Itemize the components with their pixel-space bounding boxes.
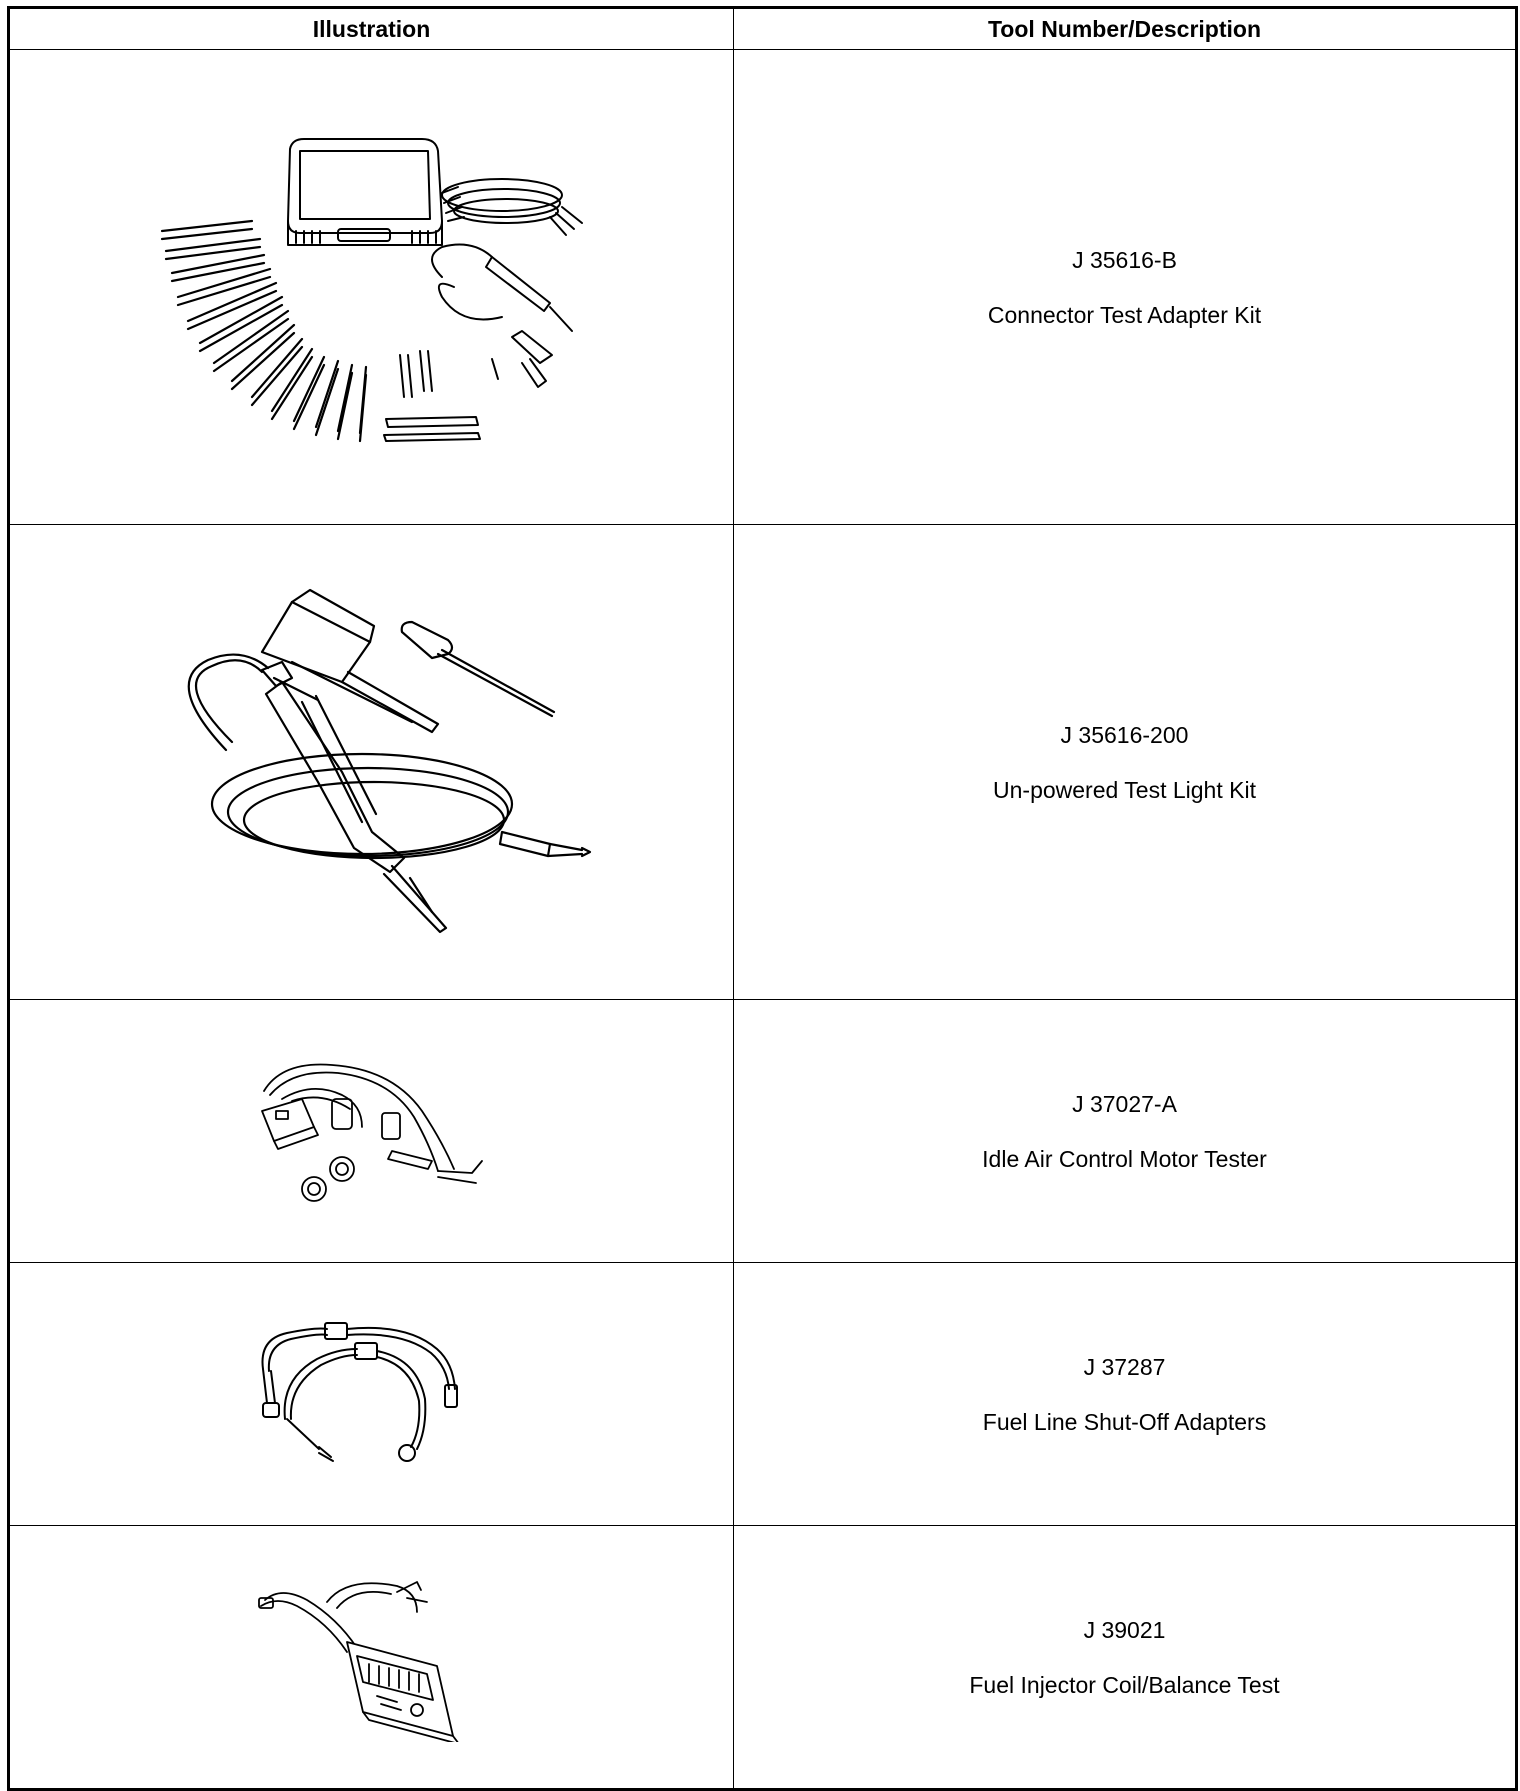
description-cell (734, 525, 1517, 1000)
tool-number: J 35616-B (1072, 246, 1177, 273)
table-header-row (9, 8, 1517, 50)
tool-number: J 37027-A (1072, 1090, 1177, 1117)
table-row (9, 50, 1517, 525)
illustration-cell (9, 1526, 734, 1790)
fuel-line-adapters-icon (257, 1319, 487, 1469)
tool-table (7, 6, 1518, 1791)
illustration-cell (9, 50, 734, 525)
tool-number: J 37287 (1083, 1353, 1166, 1380)
description-cell (734, 1526, 1517, 1790)
description-cell (734, 50, 1517, 525)
illustration-cell (9, 1263, 734, 1526)
table-row (9, 1000, 1517, 1263)
test-light-kit-icon (142, 582, 602, 942)
header-tool-number-description: Tool Number/Description (734, 8, 1517, 50)
connector-test-adapter-kit-icon (142, 127, 602, 447)
illustration-cell (9, 525, 734, 1000)
tool-description: Un-powered Test Light Kit (993, 776, 1256, 803)
table-row (9, 1263, 1517, 1526)
tool-description: Fuel Injector Coil/Balance Test (969, 1671, 1280, 1698)
table-row (9, 525, 1517, 1000)
tool-number: J 39021 (1083, 1616, 1166, 1643)
description-cell (734, 1000, 1517, 1263)
table-row (9, 1526, 1517, 1790)
tool-number: J 35616-200 (1060, 721, 1189, 748)
tool-description: Fuel Line Shut-Off Adapters (982, 1408, 1267, 1435)
fuel-injector-tester-icon (257, 1572, 487, 1742)
tool-description: Connector Test Adapter Kit (987, 301, 1262, 328)
header-illustration: Illustration (9, 8, 734, 50)
tool-description: Idle Air Control Motor Tester (982, 1145, 1267, 1172)
illustration-cell (9, 1000, 734, 1263)
description-cell (734, 1263, 1517, 1526)
iac-motor-tester-icon (252, 1051, 492, 1211)
